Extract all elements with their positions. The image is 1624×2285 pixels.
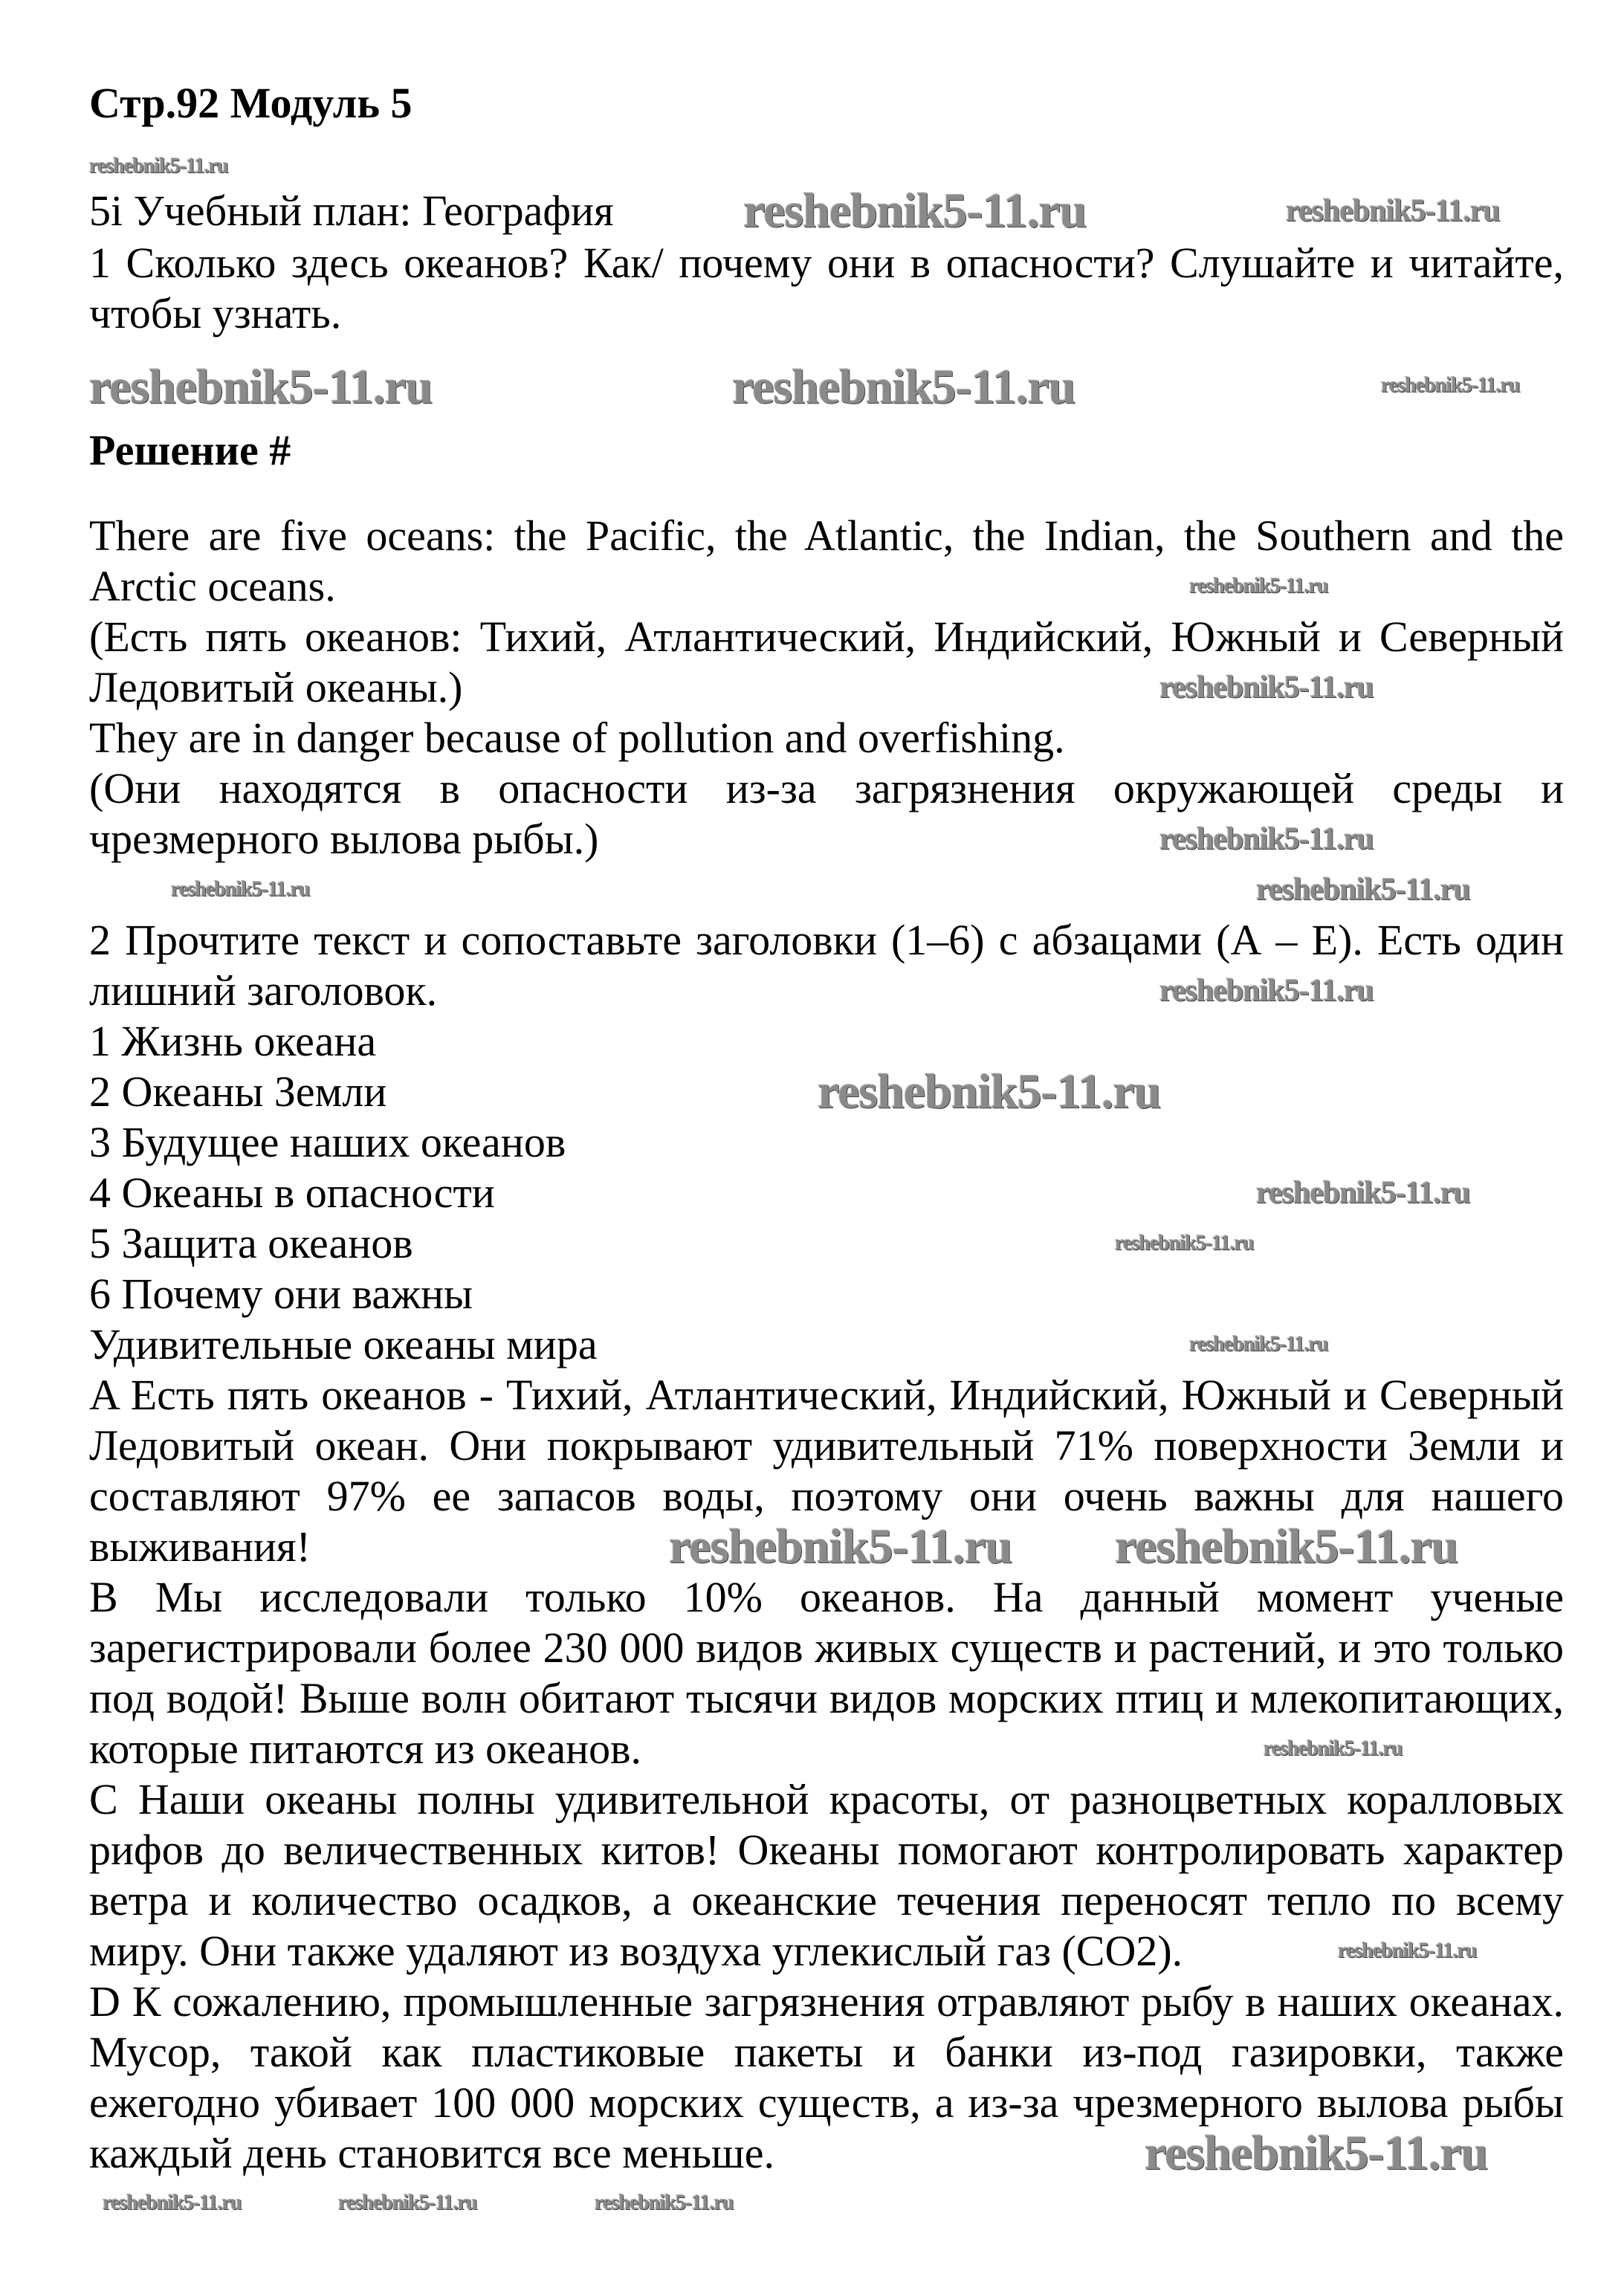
solution-heading: Решение # bbox=[89, 426, 291, 474]
question-2: 2 Прочтите текст и сопоставьте заголовки (1–6) с абзацами (А – Е). Есть один лишний заголовок. bbox=[89, 916, 1564, 1015]
watermark: reshebnik5-11.ru bbox=[1264, 1737, 1403, 1760]
watermark: reshebnik5-11.ru bbox=[89, 155, 228, 178]
answer-ru-1: (Есть пять океанов: Тихий, Атлантический, Индийский, Южный и Северный Ледовитый океаны.) bbox=[89, 613, 1564, 711]
paragraph-b: B Мы исследовали только 10% океанов. На данный момент ученые зарегистрировали более 230 000 видов живых существ и растений, и это только под водой! Выше волн обитают тысячи видов морских птиц и млекопитающих, которые питаются из океанов. bbox=[89, 1573, 1564, 1773]
content bbox=[89, 511, 1564, 2179]
watermark: reshebnik5-11.ru bbox=[1189, 1333, 1328, 1356]
watermark: reshebnik5-11.ru bbox=[1189, 575, 1328, 598]
watermark: reshebnik5-11.ru bbox=[743, 184, 1087, 238]
watermark: reshebnik5-11.ru bbox=[1159, 974, 1374, 1008]
watermark: reshebnik5-11.ru bbox=[103, 2191, 242, 2214]
watermark: reshebnik5-11.ru bbox=[595, 2191, 734, 2214]
watermark: reshebnik5-11.ru bbox=[732, 360, 1075, 414]
watermark: reshebnik5-11.ru bbox=[1256, 873, 1470, 907]
watermark: reshebnik5-11.ru bbox=[1286, 194, 1500, 228]
paragraph-c: C Наши океаны полны удивительной красоты, от разноцветных коралловых рифов до величественных китов! Океаны помогают контролировать характер ветра и количество осадков, а океанские течения переносят тепло по всему миру. Они также удаляют из воздуха углекислый газ (CO2). bbox=[89, 1775, 1564, 1975]
watermark: reshebnik5-11.ru bbox=[669, 1519, 1012, 1574]
question-1: 1 Сколько здесь океанов? Как/ почему они в опасности? Слушайте и читайте, чтобы узнать. bbox=[89, 239, 1564, 337]
watermark: reshebnik5-11.ru bbox=[1381, 374, 1520, 397]
heading-item: 6 Почему они важны bbox=[89, 1270, 473, 1318]
watermark: reshebnik5-11.ru bbox=[89, 360, 433, 414]
watermark: reshebnik5-11.ru bbox=[1115, 1232, 1254, 1255]
answer-en-1: There are five oceans: the Pacific, the Atlantic, the Indian, the Southern and the Arctic oceans. bbox=[89, 511, 1564, 610]
heading-item: 4 Океаны в опасности bbox=[89, 1169, 495, 1217]
lesson-title: 5i Учебный план: География bbox=[89, 187, 614, 235]
watermark: reshebnik5-11.ru bbox=[1145, 2126, 1488, 2180]
watermark: reshebnik5-11.ru bbox=[338, 2191, 477, 2214]
watermark: reshebnik5-11.ru bbox=[1115, 1519, 1458, 1574]
watermark: reshebnik5-11.ru bbox=[818, 1064, 1161, 1119]
watermark: reshebnik5-11.ru bbox=[1256, 1176, 1470, 1210]
text-title: Удивительные океаны мира bbox=[89, 1320, 598, 1368]
watermark: reshebnik5-11.ru bbox=[1338, 1939, 1477, 1962]
heading-item: 1 Жизнь океана bbox=[89, 1017, 377, 1065]
page-title: Стр.92 Модуль 5 bbox=[89, 79, 413, 127]
heading-item: 3 Будущее наших океанов bbox=[89, 1118, 566, 1166]
watermark: reshebnik5-11.ru bbox=[1159, 670, 1374, 705]
watermark: reshebnik5-11.ru bbox=[1159, 822, 1374, 856]
answer-ru-2: (Они находятся в опасности из-за загрязнения окружающей среды и чрезмерного вылова рыбы.) bbox=[89, 764, 1564, 863]
heading-item: 5 Защита океанов bbox=[89, 1219, 413, 1267]
paragraph-d: D К сожалению, промышленные загрязнения отравляют рыбу в наших океанах. Мусор, такой как пластиковые пакеты и банки из-под газировки, также ежегодно убивает 100 000 морских существ, а из-за чрезмерного вылова рыбы каждый день становится все меньше. bbox=[89, 1977, 1564, 2177]
heading-item: 2 Океаны Земли bbox=[89, 1067, 387, 1116]
paragraph-a: A Есть пять океанов - Тихий, Атлантический, Индийский, Южный и Северный Ледовитый океан. Они покрывают удивительный 71% поверхности Земли и составляют 97% ее запасов воды, поэтому они очень важны для нашего выживания! bbox=[89, 1371, 1564, 1571]
answer-en-2: They are in danger because of pollution and overfishing. bbox=[89, 714, 1065, 762]
watermark: reshebnik5-11.ru bbox=[171, 878, 310, 901]
